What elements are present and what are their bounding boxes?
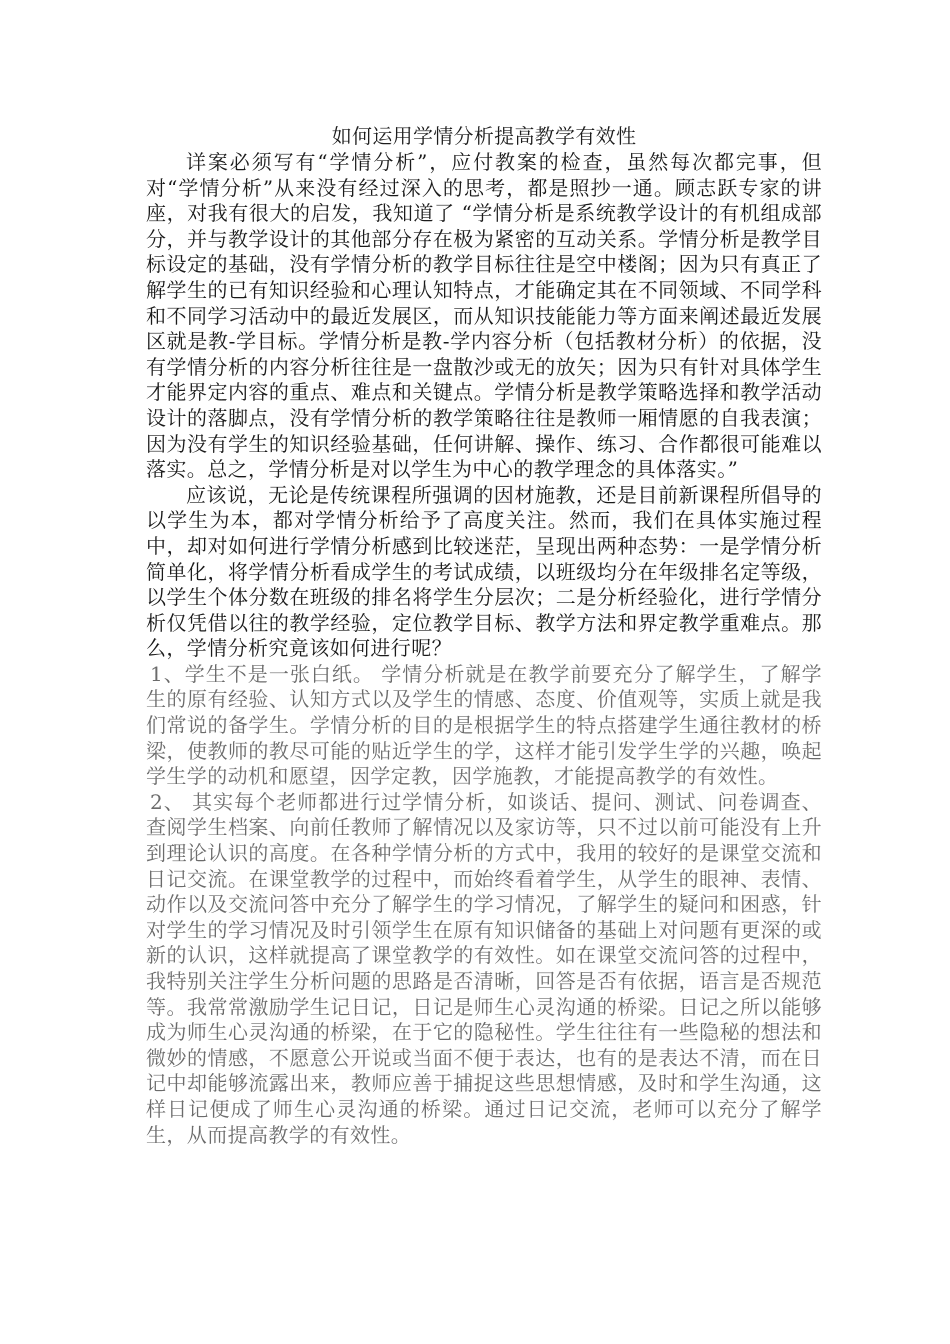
paragraph-point-1: 1、学生不是一张白纸。 学情分析就是在教学前要充分了解学生，了解学生的原有经验、认知方式以及学生的情感、态度、价值观等，实质上就是我们常说的备学生。学情分析的目的是根据学生的特点搭建学生通往教材的桥梁，使教师的教尽可能的贴近学生的学，这样才能引发学生学的兴趣，唤起学生学的动机和愿望，因学定教，因学施教，才能提高教学的有效性。 [146,661,822,789]
document-title: 如何运用学情分析提高教学有效性 [331,124,637,148]
paragraph-point-2: 2、 其实每个老师都进行过学情分析，如谈话、提问、测试、问卷调查、查阅学生档案、向前任教师了解情况以及家访等，只不过以前可能没有上升到理论认识的高度。在各种学情分析的方式中，我用的较好的是课堂交流和日记交流。在课堂教学的过程中，而始终看着学生，从学生的眼神、表情、动作以及交流问答中充分了解学生的学习情况，了解学生的疑问和困惑，针对学生的学习情况及时引领学生在原有知识储备的基础上对问题有更深的或新的认识，这样就提高了课堂教学的有效性。如在课堂交流问答的过程中，我特别关注学生分析问题的思路是否清晰，回答是否有依据，语言是否规范等。我常常激励学生记日记，日记是师生心灵沟通的桥梁。日记之所以能够成为师生心灵沟通的桥梁，在于它的隐秘性。学生往往有一些隐秘的想法和微妙的情感，不愿意公开说或当面不便于表达，也有的是表达不清，而在日记中却能够流露出来，教师应善于捕捉这些思想情感，及时和学生沟通，这样日记便成了师生心灵沟通的桥梁。通过日记交流，老师可以充分了解学生，从而提高教学的有效性。 [146,789,822,1147]
document-body [146,122,822,1148]
paragraph-intro-quote: 详案必须写有“学情分析”，应付教案的检查，虽然每次都完事，但对“学情分析”从来没有经过深入的思考，都是照抄一通。顾志跃专家的讲座，对我有很大的启发，我知道了 “学情分析是系统教学设计的有机组成部分，并与教学设计的其他部分存在极为紧密的互动关系。学情分析是教学目标设定的基础，没有学情分析的教学目标往往是空中楼阁；因为只有真正了解学生的已有知识经验和心理认知特点，才能确定其在不同领域、不同学科和不同学习活动中的最近发展区，而从知识技能能力等方面来阐述最近发展区就是教-学目标。学情分析是教-学内容分析（包括教材分析）的依据，没有学情分析的内容分析往往是一盘散沙或无的放矢；因为只有针对具体学生才能界定内容的重点、难点和关键点。学情分析是教学策略选择和教学活动设计的落脚点，没有学情分析的教学策略往往是教师一厢情愿的自我表演；因为没有学生的知识经验基础，任何讲解、操作、练习、合作都很可能难以落实。总之，学情分析是对以学生为中心的教学理念的具体落实。” [146,150,822,482]
paragraph-current-problems: 应该说，无论是传统课程所强调的因材施教，还是目前新课程所倡导的以学生为本，都对学情分析给予了高度关注。然而，我们在具体实施过程中，却对如何进行学情分析感到比较迷茫，呈现出两种态势：一是学情分析简单化，将学情分析看成学生的考试成绩，以班级均分在年级排名定等级，以学生个体分数在班级的排名将学生分层次；二是分析经验化，进行学情分析仅凭借以往的教学经验，定位教学目标、教学方法和界定教学重难点。那么，学情分析究竟该如何进行呢？ [146,482,822,661]
